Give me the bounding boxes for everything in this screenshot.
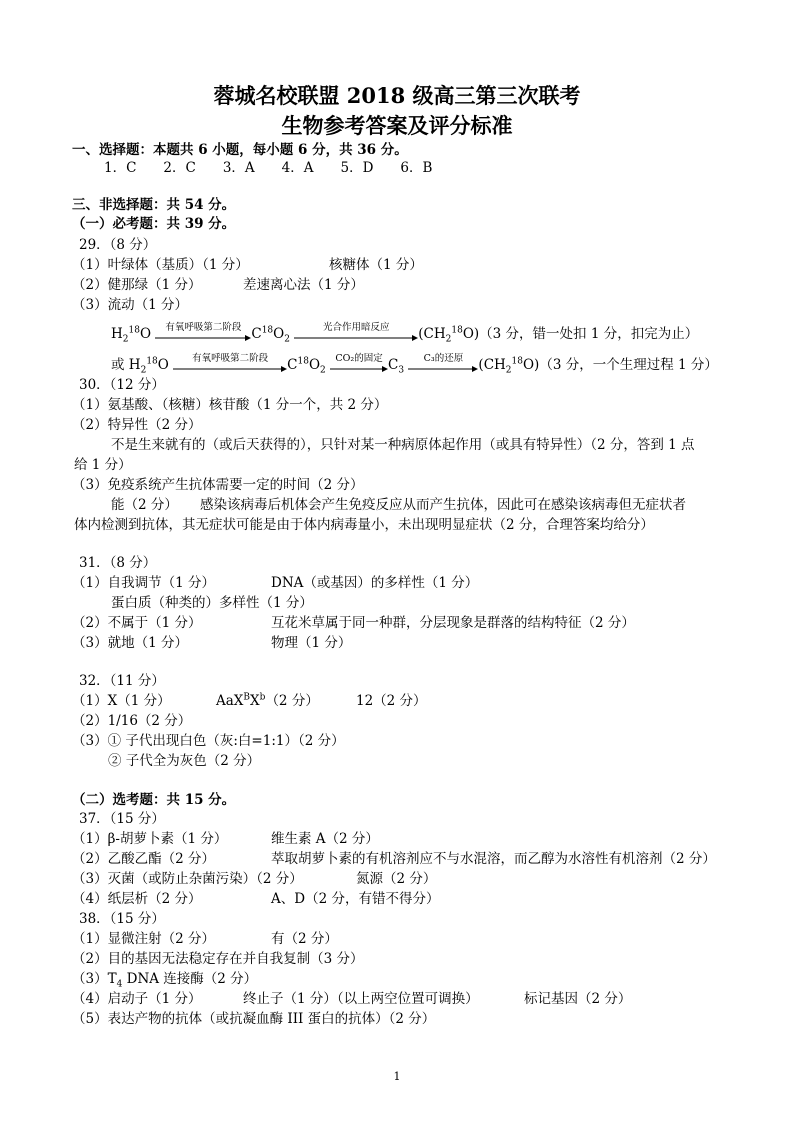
- q31-answer-1c: 蛋白质（种类的）多样性（1 分）: [111, 595, 313, 611]
- q29-answer-1a: （1）叶绿体（基质）（1 分）: [72, 257, 249, 273]
- q30-answer-2-detail-cont: 给 1 分）: [74, 457, 132, 473]
- reaction-arrow: 光合作用暗反应: [294, 326, 418, 344]
- q29-equation-1: $H_2^{18}O$ 有氧呼吸第二阶段 $C^{18}O_2$ 光合作用暗反应 $(CH_2^{18}O)(3$ 分，错一处扣 1 分，扣完为止）: [111, 321, 699, 345]
- q32-answer-1c: 12（2 分）: [356, 693, 427, 709]
- reaction-arrow: 有氧呼吸第二阶段: [173, 357, 287, 375]
- q37-answer-3b: 氮源（2 分）: [356, 871, 437, 887]
- q37-answer-2a: （2）乙酸乙酯（2 分）: [72, 851, 215, 867]
- q31-answer-3a: （3）就地（1 分）: [72, 635, 188, 651]
- document-title: 蓉城名校联盟 2018 级高三第三次联考: [213, 83, 581, 108]
- q30-answer-3-reason-cont: 体内检测到抗体，其无症状可能是由于体内病毒量小，未出现明显症状（2 分，合理答案均给分）: [74, 517, 654, 533]
- q31-heading: 31．（8 分）: [79, 555, 157, 571]
- q38-answer-4a: （4）启动子（1 分）: [72, 991, 202, 1007]
- reaction-arrow: C₃的还原: [408, 357, 478, 375]
- q31-answer-1a: （1）自我调节（1 分）: [72, 575, 215, 591]
- q32-answer-3b: ② 子代全为灰色（2 分）: [108, 753, 261, 769]
- q31-answer-2b: 互花米草属于同一种群，分层现象是群落的结构特征（2 分）: [271, 615, 635, 631]
- q30-answer-1: （1）氨基酸、（核糖）核苷酸（1 分一个，共 2 分）: [72, 397, 388, 413]
- reaction-arrow: CO₂的固定: [330, 357, 388, 375]
- q32-answer-3: （3）① 子代出现白色（灰:白=1:1）（2 分）: [72, 733, 345, 749]
- q29-equation-2: 或 $H_2^{18}O$ 有氧呼吸第二阶段 $C^{18}O_2$ CO₂的固定 $C_3$ C₃的还原 $(CH_2^{18}O)(3$ 分，一个生理过程 1 分）: [111, 352, 718, 376]
- q32-answer-1b: $AaX^BX^b(2$ 分）: [216, 692, 319, 709]
- q31-answer-2a: （2）不属于（1 分）: [72, 615, 202, 631]
- q30-answer-3-yes: 能（2 分）: [111, 497, 178, 513]
- q37-answer-4b: A、D（2 分，有错不得分）: [271, 891, 440, 907]
- q38-answer-1a: （1）显微注射（2 分）: [72, 931, 215, 947]
- q38-answer-2: （2）目的基因无法稳定存在并自我复制（3 分）: [72, 951, 364, 967]
- q38-answer-5: （5）表达产物的抗体（或抗凝血酶 III 蛋白的抗体）（2 分）: [72, 1011, 436, 1027]
- q32-answer-2: （2）1/16（2 分）: [72, 713, 192, 729]
- q29-answer-2b: 差速离心法（1 分）: [243, 277, 364, 293]
- section3-heading: 三、非选择题：共 54 分。: [72, 197, 236, 213]
- section1-answers: 1．C 2．C 3．A 4．A 5．D 6．B: [104, 160, 433, 176]
- reaction-arrow: 有氧呼吸第二阶段: [155, 326, 251, 344]
- q38-heading: 38．（15 分）: [79, 911, 165, 927]
- q38-answer-4b: 终止子（1 分）（以上两空位置可调换）: [243, 991, 479, 1007]
- optional-heading: （二）选考题：共 15 分。: [72, 792, 236, 808]
- q29-heading: 29．（8 分）: [79, 237, 157, 253]
- q30-answer-3: （3）免疫系统产生抗体需要一定的时间（2 分）: [72, 477, 364, 493]
- required-heading: （一）必考题：共 39 分。: [72, 216, 236, 232]
- q38-answer-3: $(3)T_4$ DNA 连接酶（2 分）: [72, 971, 258, 990]
- q37-answer-1b: 维生素 A（2 分）: [271, 831, 379, 847]
- q31-answer-3b: 物理（1 分）: [271, 635, 352, 651]
- q32-answer-1a: （1）X（1 分）: [72, 693, 171, 709]
- q37-heading: 37．（15 分）: [79, 811, 165, 827]
- page-number: 1: [393, 1070, 401, 1083]
- section1-heading: 一、选择题：本题共 6 小题，每小题 6 分，共 36 分。: [72, 142, 408, 158]
- q29-answer-1b: 核糖体（1 分）: [329, 257, 423, 273]
- q30-heading: 30．（12 分）: [79, 377, 165, 393]
- q30-answer-2-detail: 不是生来就有的（或后天获得的），只针对某一种病原体起作用（或具有特异性）（2 分，答到 1 点: [111, 437, 695, 453]
- q30-answer-3-reason: 感染该病毒后机体会产生免疫反应从而产生抗体，因此可在感染该病毒但无症状者: [200, 497, 686, 513]
- q38-answer-1b: 有（2 分）: [271, 931, 338, 947]
- q37-answer-2b: 萃取胡萝卜素的有机溶剂应不与水混溶，而乙醇为水溶性有机溶剂（2 分）: [271, 851, 716, 867]
- q29-answer-2a: （2）健那绿（1 分）: [72, 277, 202, 293]
- q37-answer-4a: （4）纸层析（2 分）: [72, 891, 202, 907]
- q37-answer-3a: （3）灭菌（或防止杂菌污染）（2 分）: [72, 871, 303, 887]
- q31-answer-1b: DNA（或基因）的多样性（1 分）: [271, 575, 479, 591]
- q38-answer-4c: 标记基因（2 分）: [524, 991, 632, 1007]
- q29-answer-3: （3）流动（1 分）: [72, 297, 188, 313]
- q30-answer-2: （2）特异性（2 分）: [72, 417, 202, 433]
- document-subtitle: 生物参考答案及评分标准: [281, 113, 513, 138]
- q37-answer-1a: （1）β-胡萝卜素（1 分）: [72, 831, 228, 847]
- q32-heading: 32．（11 分）: [79, 673, 165, 689]
